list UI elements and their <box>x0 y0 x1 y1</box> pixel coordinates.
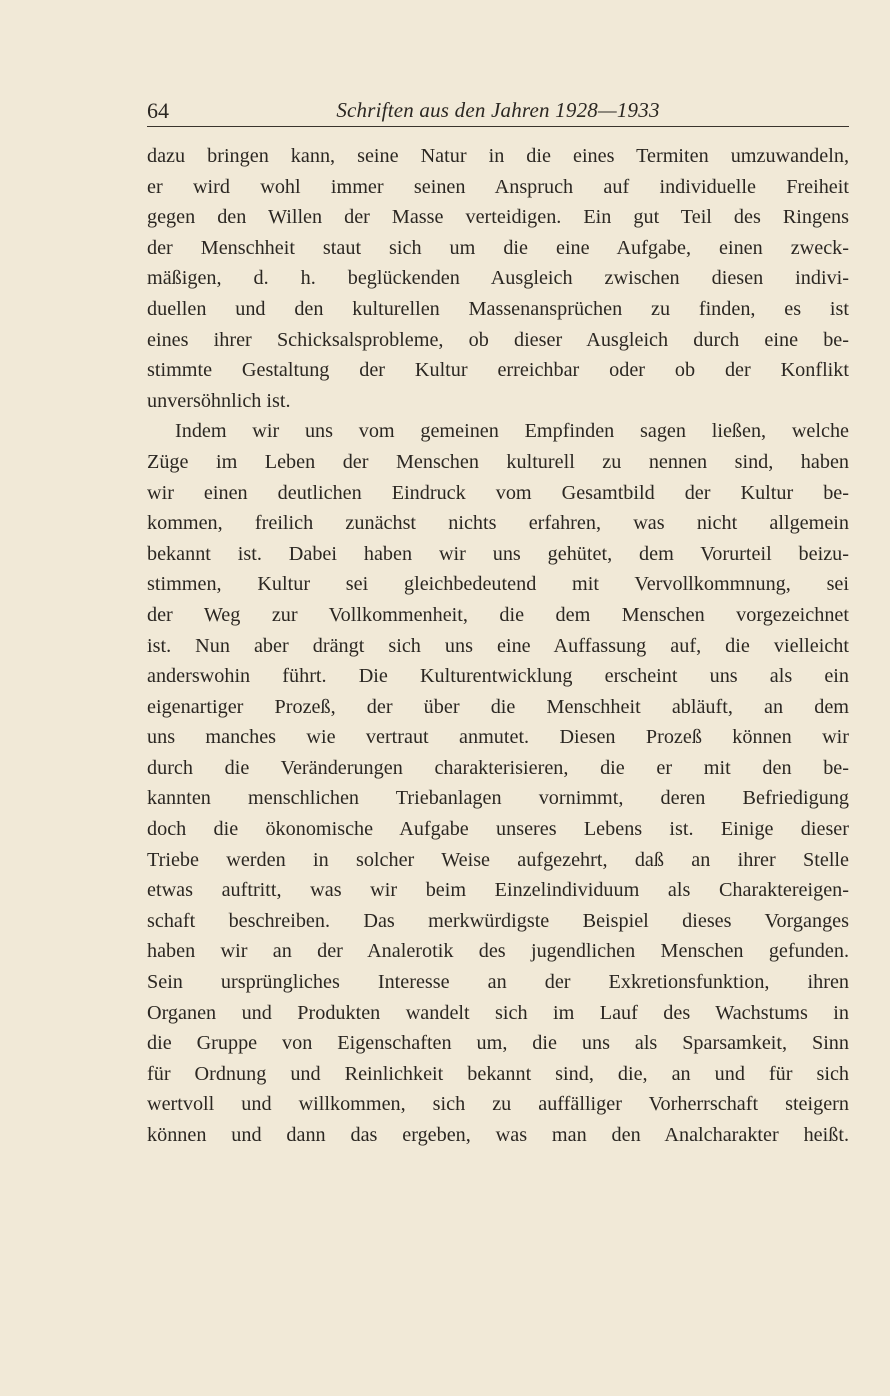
text-line: doch die ökonomische Aufgabe unseres Lebens ist. Einige dieser <box>147 818 849 841</box>
text-line: eines ihrer Schicksalsprobleme, ob dieser Ausgleich durch eine be- <box>147 328 849 351</box>
text-line: die Gruppe von Eigenschaften um, die uns als Sparsamkeit, Sinn <box>147 1032 849 1055</box>
text-line: anderswohin führt. Die Kulturentwicklung erscheint uns als ein <box>147 665 849 688</box>
running-title: Schriften aus den Jahren 1928—1933 <box>336 98 660 122</box>
text-line: ist. Nun aber drängt sich uns eine Auffassung auf, die vielleicht <box>147 634 849 657</box>
text-line: wir einen deutlichen Eindruck vom Gesamtbild der Kultur be- <box>147 481 849 504</box>
text-line: gegen den Willen der Masse verteidigen. Ein gut Teil des Ringens <box>147 206 849 229</box>
text-line: uns manches wie vertraut anmutet. Diesen Prozeß können wir <box>147 726 849 749</box>
text-line: er wird wohl immer seinen Anspruch auf individuelle Freiheit <box>147 175 849 198</box>
text-line: Sein ursprüngliches Interesse an der Exkretionsfunktion, ihren <box>147 971 849 994</box>
text-line: stimmen, Kultur sei gleichbedeutend mit Vervollkommnung, sei <box>147 573 849 596</box>
text-line: Triebe werden in solcher Weise aufgezehrt, daß an ihrer Stelle <box>147 848 849 871</box>
text-line: Indem wir uns vom gemeinen Empfinden sagen ließen, welche <box>175 420 849 443</box>
text-line: der Weg zur Vollkommenheit, die dem Menschen vorgezeichnet <box>147 603 849 626</box>
text-line: durch die Veränderungen charakterisieren, die er mit den be- <box>147 756 849 779</box>
text-line: mäßigen, d. h. beglückenden Ausgleich zwischen diesen indivi- <box>147 267 849 290</box>
text-line: Organen und Produkten wandelt sich im Lauf des Wachstums in <box>147 1001 849 1024</box>
text-line: haben wir an der Analerotik des jugendlichen Menschen gefunden. <box>147 940 849 963</box>
text-line: können und dann das ergeben, was man den Analcharakter heißt. <box>147 1124 849 1146</box>
text-line: duellen und den kulturellen Massenansprüchen zu finden, es ist <box>147 297 849 320</box>
page-number: 64 <box>147 98 169 123</box>
text-line: bekannt ist. Dabei haben wir uns gehütet, dem Vorurteil beizu- <box>147 542 849 565</box>
running-head <box>147 96 849 127</box>
text-line: Züge im Leben der Menschen kulturell zu nennen sind, haben <box>147 450 849 473</box>
text-line: für Ordnung und Reinlichkeit bekannt sind, die, an und für sich <box>147 1062 849 1085</box>
body-text <box>147 141 849 1151</box>
text-line: kommen, freilich zunächst nichts erfahren, was nicht allgemein <box>147 512 849 535</box>
text-line: wertvoll und willkommen, sich zu auffälliger Vorherrschaft steigern <box>147 1093 849 1116</box>
text-line: schaft beschreiben. Das merkwürdigste Beispiel dieses Vorganges <box>147 909 849 932</box>
text-line: etwas auftritt, was wir beim Einzelindividuum als Charaktereigen- <box>147 879 849 902</box>
text-line: eigenartiger Prozeß, der über die Menschheit abläuft, an dem <box>147 695 849 718</box>
text-line: dazu bringen kann, seine Natur in die eines Termiten umzuwandeln, <box>147 145 849 167</box>
text-line: kannten menschlichen Triebanlagen vornimmt, deren Befriedigung <box>147 787 849 810</box>
text-line: unversöhnlich ist. <box>147 389 291 412</box>
text-line: stimmte Gestaltung der Kultur erreichbar oder ob der Konflikt <box>147 359 849 382</box>
text-line: der Menschheit staut sich um die eine Aufgabe, einen zweck- <box>147 236 849 259</box>
